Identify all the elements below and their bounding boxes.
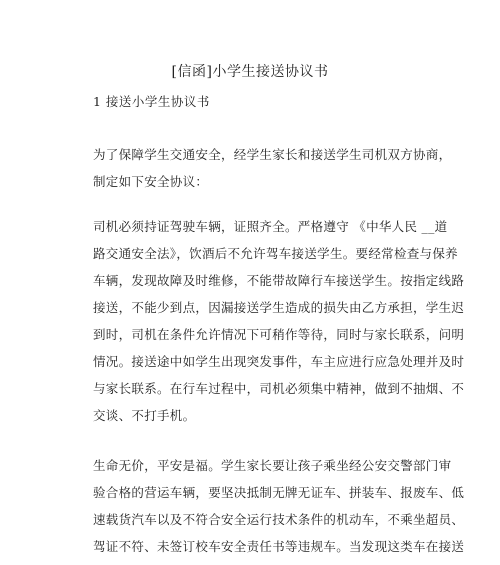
paragraph-line: 驾证不符、未签订校车安全责任书等违规车。当发现这类车在接送 xyxy=(93,539,465,554)
paragraph-driver-rules xyxy=(93,213,465,429)
paragraph-line: 到时，司机在条件允许情况下可稍作等待，同时与家长联系，问明 xyxy=(93,327,465,342)
paragraph-line: 司机必须持证驾驶车辆，证照齐全。严格遵守 《中华人民 __道 xyxy=(93,219,448,234)
paragraph-line: 为了保障学生交通安全，经学生家长和接送学生司机双方协商， xyxy=(93,147,452,162)
paragraph-line: 接送，不能少到点，因漏接送学生造成的损失由乙方承担，学生迟 xyxy=(93,300,465,315)
paragraph-line: 生命无价，平安是福。学生家长要让孩子乘坐经公安交警部门审 xyxy=(93,458,452,473)
paragraph-line: 速载货汽车以及不符合安全运行技术条件的机动车，不乘坐超员、 xyxy=(93,512,465,527)
paragraph-line: 情况。接送途中如学生出现突发事件，车主应进行应急处理并及时 xyxy=(93,354,465,369)
paragraph-parent-rules xyxy=(93,452,465,560)
paragraph-line: 交谈、不打手机。 xyxy=(93,408,196,423)
paragraph-line: 车辆，发现故障及时维修，不能带故障行车接送学生。按指定线路 xyxy=(93,273,465,288)
paragraph-line: 制定如下安全协议： xyxy=(93,174,209,189)
paragraph-line: 路交通安全法》，饮酒后不允许驾车接送学生。要经常检查与保养 xyxy=(93,246,458,261)
document-subtitle: 1 接送小学生协议书 xyxy=(93,94,210,109)
paragraph-intro xyxy=(93,141,452,195)
paragraph-line: 验合格的营运车辆，要坚决抵制无牌无证车、拼装车、报废车、低 xyxy=(93,485,465,500)
document-title: [信函]小学生接送协议书 xyxy=(171,64,329,80)
paragraph-line: 与家长联系。在行车过程中，司机必须集中精神，做到不抽烟、不 xyxy=(93,381,465,396)
